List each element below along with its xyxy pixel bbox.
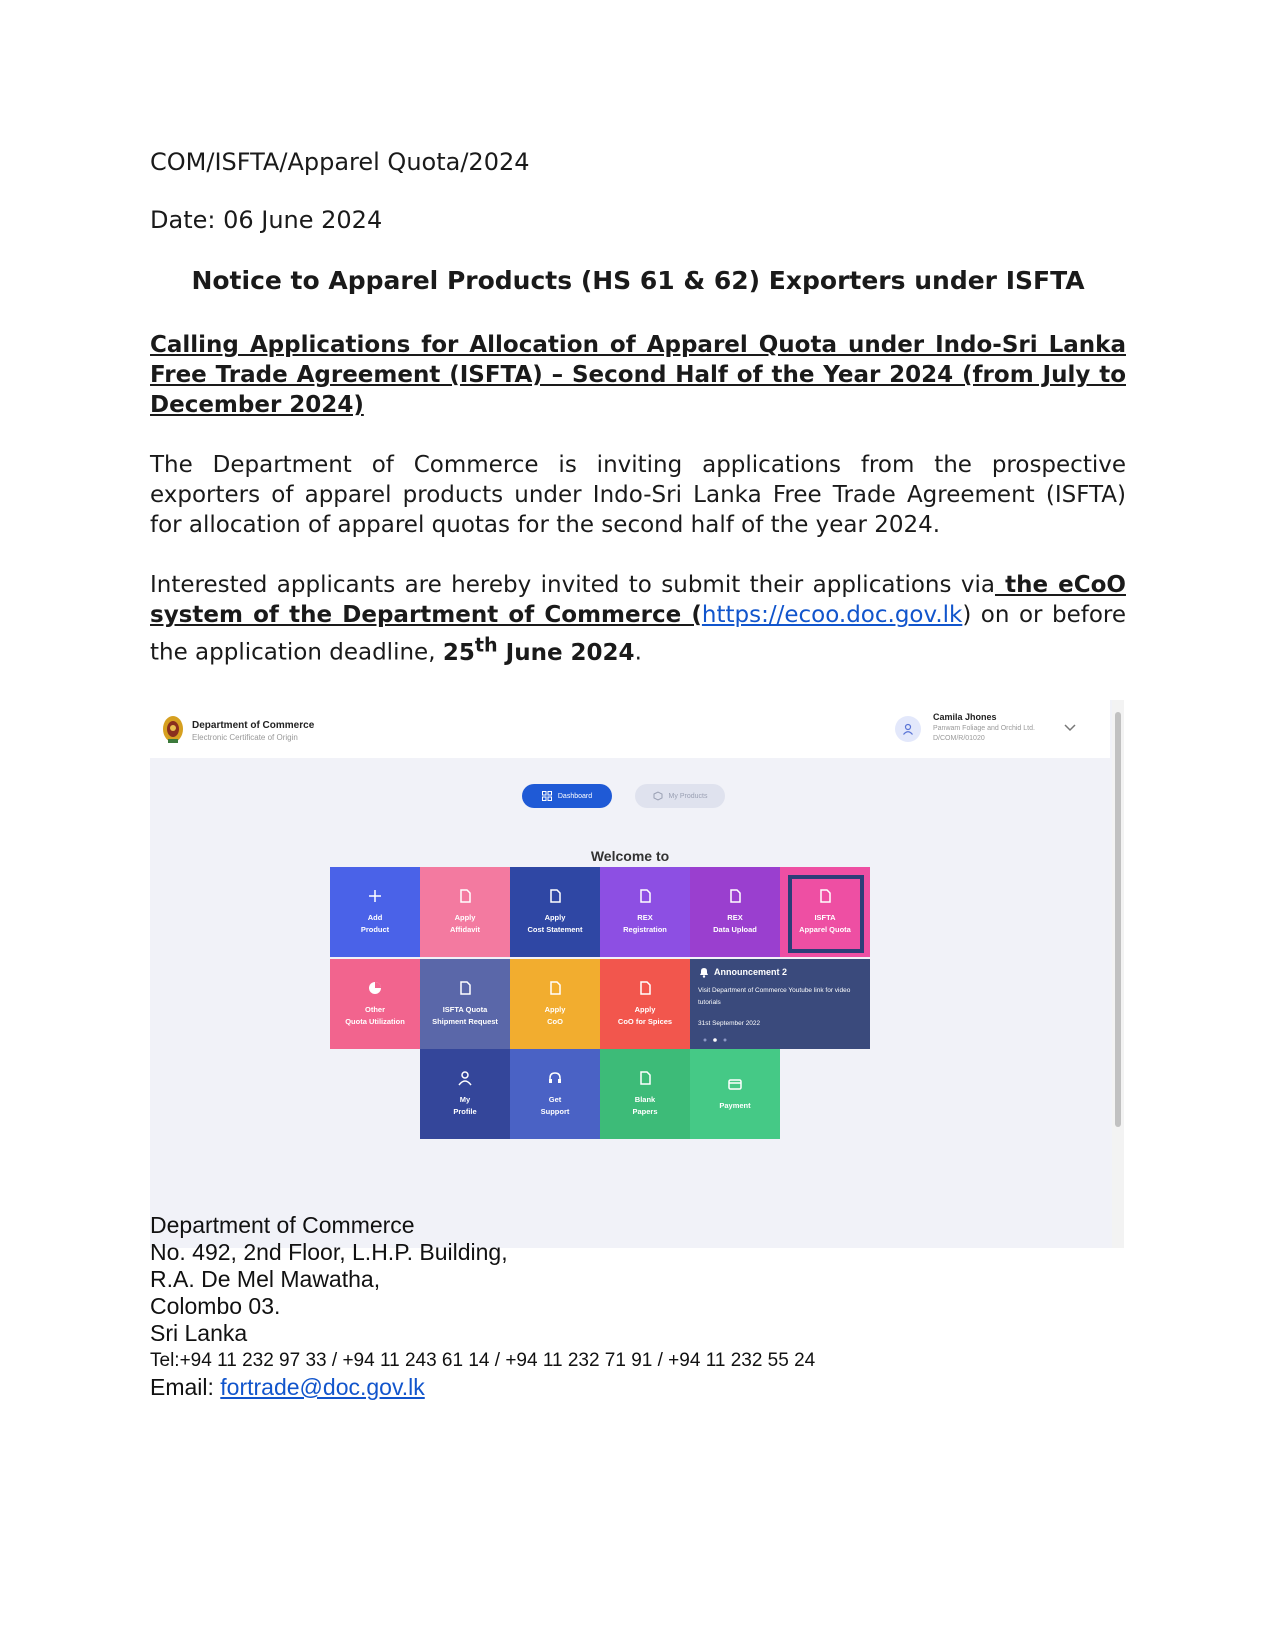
document-icon xyxy=(727,888,743,904)
document-icon xyxy=(637,980,653,996)
body-paragraph-1: The Department of Commerce is inviting applications from the prospective exporters of apparel products under Indo-Sri Lanka Free Trade Agreement (ISFTA) for allocation of apparel quotas for the second half of the year 2024. xyxy=(150,452,1126,538)
para2-after-url: ) on or before the application deadline, xyxy=(150,602,1126,666)
tile-label: Blank Papers xyxy=(632,1095,658,1116)
deadline: 25th June 2024 xyxy=(442,633,635,666)
dashboard-tile[interactable] xyxy=(510,959,600,1049)
tile-label: ISFTA Quota Shipment Request xyxy=(432,1005,498,1026)
dashboard-tile[interactable] xyxy=(690,867,780,957)
welcome-heading: Welcome to xyxy=(590,848,670,864)
document-icon xyxy=(637,888,653,904)
dashboard-tile[interactable] xyxy=(420,959,510,1049)
address-line1: No. 492, 2nd Floor, L.H.P. Building, xyxy=(150,1239,508,1265)
card-icon xyxy=(727,1076,743,1092)
dashboard-tile[interactable] xyxy=(690,1049,780,1139)
sri-lanka-emblem-icon xyxy=(162,714,184,744)
dashboard-tile[interactable] xyxy=(420,867,510,957)
body-paragraph-2: Interested applicants are hereby invited to submit their applications via the eCoO system of the Department of Commerce (https://ecoo.doc.gov.lk) on or before the application deadline, 25th June 2024. xyxy=(150,572,1126,666)
tile-label: REX Data Upload xyxy=(713,913,757,934)
chevron-down-icon[interactable] xyxy=(1063,720,1077,734)
document-icon xyxy=(457,980,473,996)
dashboard-screenshot xyxy=(150,700,1124,1248)
scrollbar[interactable] xyxy=(1112,700,1124,1248)
address-line2: R.A. De Mel Mawatha, xyxy=(150,1266,381,1292)
document-icon xyxy=(547,980,563,996)
tile-label: Get Support xyxy=(540,1095,570,1116)
document-icon xyxy=(457,888,473,904)
announcement-text: Visit Department of Commerce Youtube link for video tutorials xyxy=(698,987,851,1006)
address-org: Department of Commerce xyxy=(150,1212,415,1238)
ecoo-link[interactable]: https://ecoo.doc.gov.lk xyxy=(701,602,963,628)
notice-date: Date: 06 June 2024 xyxy=(150,206,383,234)
plus-icon xyxy=(367,888,383,904)
scrollbar-thumb[interactable] xyxy=(1115,712,1121,1127)
dashboard-tile[interactable] xyxy=(510,867,600,957)
address-city: Colombo 03. xyxy=(150,1293,281,1319)
pie-chart-icon xyxy=(367,980,383,996)
grid-icon xyxy=(542,791,552,801)
headset-icon xyxy=(547,1070,563,1086)
contact-address xyxy=(150,1212,815,1401)
document-icon xyxy=(637,1070,653,1086)
user-id: D/COM/R/01020 xyxy=(933,735,985,742)
nav-products-label: My Products xyxy=(668,792,708,800)
nav-dashboard-label: Dashboard xyxy=(557,792,593,800)
user-avatar[interactable] xyxy=(895,716,921,742)
dashboard-tile[interactable] xyxy=(330,867,420,957)
user-icon xyxy=(457,1070,473,1086)
dashboard-header xyxy=(150,700,1110,758)
tile-label: ISFTA Apparel Quota xyxy=(799,913,851,934)
dashboard-tile[interactable] xyxy=(600,867,690,957)
user-name: Camila Jhones xyxy=(933,712,997,722)
ecoo-system-text: the eCoO system of the Department of Commerce ( xyxy=(150,572,1126,628)
nav-products-button[interactable] xyxy=(635,784,725,808)
dashboard-tile[interactable] xyxy=(600,959,690,1049)
org-subtitle: Electronic Certificate of Origin xyxy=(192,733,298,742)
document-icon xyxy=(817,888,833,904)
dashboard-tile[interactable] xyxy=(330,959,420,1049)
tile-label: My Profile xyxy=(453,1095,477,1116)
bell-icon xyxy=(698,966,710,978)
user-icon xyxy=(902,723,914,735)
tile-label: Apply Cost Statement xyxy=(527,913,583,934)
announcement-title: Announcement 2 xyxy=(714,967,788,977)
dashboard-tile[interactable] xyxy=(600,1049,690,1139)
tile-label: REX Registration xyxy=(623,913,667,934)
address-country: Sri Lanka xyxy=(150,1320,248,1346)
nav-dashboard-button[interactable] xyxy=(522,784,612,808)
document-icon xyxy=(547,888,563,904)
announcement-date: 31st September 2022 xyxy=(698,1020,761,1027)
org-name: Department of Commerce xyxy=(192,720,315,731)
address-email-line: Email: fortrade@doc.gov.lk xyxy=(150,1374,425,1400)
notice-subtitle: Calling Applications for Allocation of Apparel Quota under Indo-Sri Lanka Free Trade Agreement (ISFTA) – Second Half of the Year 2024 (from July to December 2024) xyxy=(150,332,1126,418)
reference-number: COM/ISFTA/Apparel Quota/2024 xyxy=(150,148,530,176)
tile-label: Add Product xyxy=(360,913,390,934)
user-company: Panwam Foliage and Orchid Ltd. xyxy=(933,725,1035,732)
email-link[interactable]: fortrade@doc.gov.lk xyxy=(220,1374,425,1400)
notice-title: Notice to Apparel Products (HS 61 & 62) Exporters under ISFTA xyxy=(191,266,1085,295)
dashboard-tile[interactable] xyxy=(420,1049,510,1139)
para2-lead: Interested applicants are hereby invited to submit their applications via xyxy=(150,572,995,598)
dashboard-tile[interactable] xyxy=(510,1049,600,1139)
box-icon xyxy=(653,791,663,801)
carousel-dots[interactable] xyxy=(702,1037,732,1043)
tile-label: Other Quota Utilization xyxy=(345,1005,405,1026)
tile-label: Apply CoO xyxy=(544,1005,566,1026)
tile-label: Apply Affidavit xyxy=(450,913,480,934)
tile-label: Apply CoO for Spices xyxy=(617,1005,673,1026)
tile-label: Payment xyxy=(719,1101,751,1110)
dashboard-tile[interactable] xyxy=(780,867,870,957)
address-tel: Tel:+94 11 232 97 33 / +94 11 243 61 14 / +94 11 232 71 91 / +94 11 232 55 24 xyxy=(150,1350,816,1371)
announcement-card[interactable] xyxy=(690,959,870,1049)
